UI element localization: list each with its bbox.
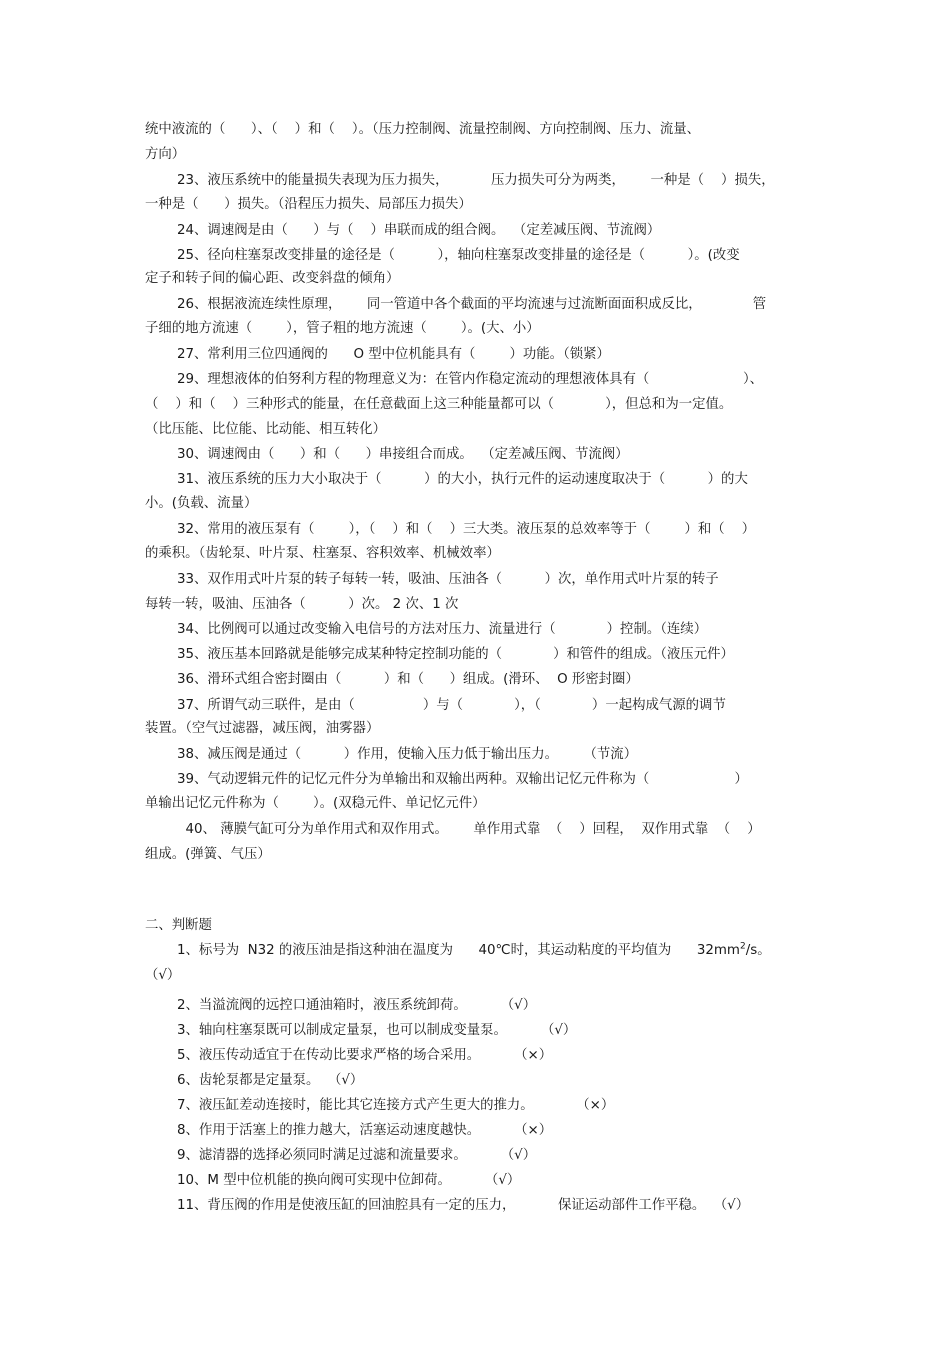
question-line: （比压能、比位能、比动能、相互转化） <box>145 422 387 437</box>
question-line: 方向） <box>145 147 186 162</box>
judge-item-line: 11、背压阀的作用是使液压缸的回油腔具有一定的压力， 保证运动部件工作平稳。 （√） <box>177 1198 750 1213</box>
question-line: 38、减压阀是通过（ ）作用，使输入压力低于输出压力。 （节流） <box>177 747 638 762</box>
superscript: 2 <box>739 941 746 952</box>
question-line: 40、 薄膜气缸可分为单作用式和双作用式。 单作用式靠 （ ）回程， 双作用式靠 （ ） <box>177 822 761 837</box>
question-line: 32、常用的液压泵有（ ），（ ）和（ ）三大类。液压泵的总效率等于（ ）和（ ） <box>177 522 756 537</box>
judge-item-line: 10、M 型中位机能的换向阀可实现中位卸荷。 （√） <box>177 1173 521 1188</box>
question-line: 组成。(弹簧、气压） <box>145 847 271 862</box>
judge-item-line: 1、标号为 N32 的液压油是指这种油在温度为 40℃时，其运动粘度的平均值为 $32mm^2/s$。 <box>177 941 771 958</box>
question-line: 的乘积。（齿轮泵、叶片泵、柱塞泵、容积效率、机械效率） <box>145 546 500 561</box>
judge-item-line: 8、作用于活塞上的推力越大，活塞运动速度越快。 （×） <box>177 1123 553 1138</box>
question-line: 定子和转子间的偏心距、改变斜盘的倾角） <box>145 271 400 286</box>
question-line: 37、所谓气动三联件，是由（ ）与（ ），（ ）一起构成气源的调节 <box>177 698 726 713</box>
question-line: （ ）和（ ）三种形式的能量，在任意截面上这三种能量都可以（ ），但总和为一定值。 <box>145 397 733 412</box>
judge-item-line: 5、液压传动适宜于在传动比要求严格的场合采用。 （×） <box>177 1048 553 1063</box>
question-line: 33、双作用式叶片泵的转子每转一转，吸油、压油各（ ）次，单作用式叶片泵的转子 <box>177 572 719 587</box>
question-line: 每转一转，吸油、压油各（ ）次。 2 次、1 次 <box>145 597 459 612</box>
question-line: 26、根据液流连续性原理， 同一管道中各个截面的平均流速与过流断面面积成反比， 管 <box>177 297 767 312</box>
question-line: 27、常利用三位四通阀的 O 型中位机能具有（ ）功能。（锁紧） <box>177 347 610 362</box>
question-line: 35、液压基本回路就是能够完成某种特定控制功能的（ ）和管件的组成。（液压元件） <box>177 647 734 662</box>
question-line: 单输出记忆元件称为（ ）。(双稳元件、单记忆元件） <box>145 796 486 811</box>
judge-item-line: 6、齿轮泵都是定量泵。 （√） <box>177 1073 364 1088</box>
question-line: 30、调速阀由（ ）和（ ）串接组合而成。 （定差减压阀、节流阀） <box>177 447 629 462</box>
question-line: 36、滑环式组合密封圈由（ ）和（ ）组成。(滑环、 O 形密封圈） <box>177 672 639 687</box>
question-line: 装置。（空气过滤器，减压阀，油雾器） <box>145 721 380 736</box>
judge-item-line: 9、滤清器的选择必须同时满足过滤和流量要求。 （√） <box>177 1148 537 1163</box>
question-line: 24、调速阀是由（ ）与（ ）串联而成的组合阀。 （定差减压阀、节流阀） <box>177 223 661 238</box>
judge-item-line: 7、液压缸差动连接时，能比其它连接方式产生更大的推力。 （×） <box>177 1098 615 1113</box>
question-line: 一种是（ ）损失。（沿程压力损失、局部压力损失） <box>145 197 472 212</box>
judge-item-line: （√） <box>145 968 181 983</box>
question-line: 统中液流的（ ）、（ ）和（ ）。（压力控制阀、流量控制阀、方向控制阀、压力、流量、 <box>145 122 701 137</box>
question-line: 小。(负载、流量） <box>145 496 258 511</box>
section-heading-judgement: 二、判断题 <box>145 918 212 933</box>
question-line: 25、径向柱塞泵改变排量的途径是（ ），轴向柱塞泵改变排量的途径是（ ）。(改变 <box>177 248 740 263</box>
question-line: 31、液压系统的压力大小取决于（ ）的大小，执行元件的运动速度取决于（ ）的大 <box>177 472 748 487</box>
question-line: 39、气动逻辑元件的记忆元件分为单输出和双输出两种。双输出记忆元件称为（ ） <box>177 772 748 787</box>
question-line: 34、比例阀可以通过改变输入电信号的方法对压力、流量进行（ ）控制。（连续） <box>177 622 708 637</box>
judge-item-line: 2、当溢流阀的远控口通油箱时，液压系统卸荷。 （√） <box>177 998 537 1013</box>
question-line: 29、理想液体的伯努利方程的物理意义为：在管内作稳定流动的理想液体具有（ ）、 <box>177 372 764 387</box>
question-line: 23、液压系统中的能量损失表现为压力损失， 压力损失可分为两类， 一种是（ ）损失， <box>177 173 775 188</box>
judge-item-line: 3、轴向柱塞泵既可以制成定量泵，也可以制成变量泵。 （√） <box>177 1023 577 1038</box>
question-line: 子细的地方流速（ ），管子粗的地方流速（ ）。(大、小） <box>145 321 540 336</box>
